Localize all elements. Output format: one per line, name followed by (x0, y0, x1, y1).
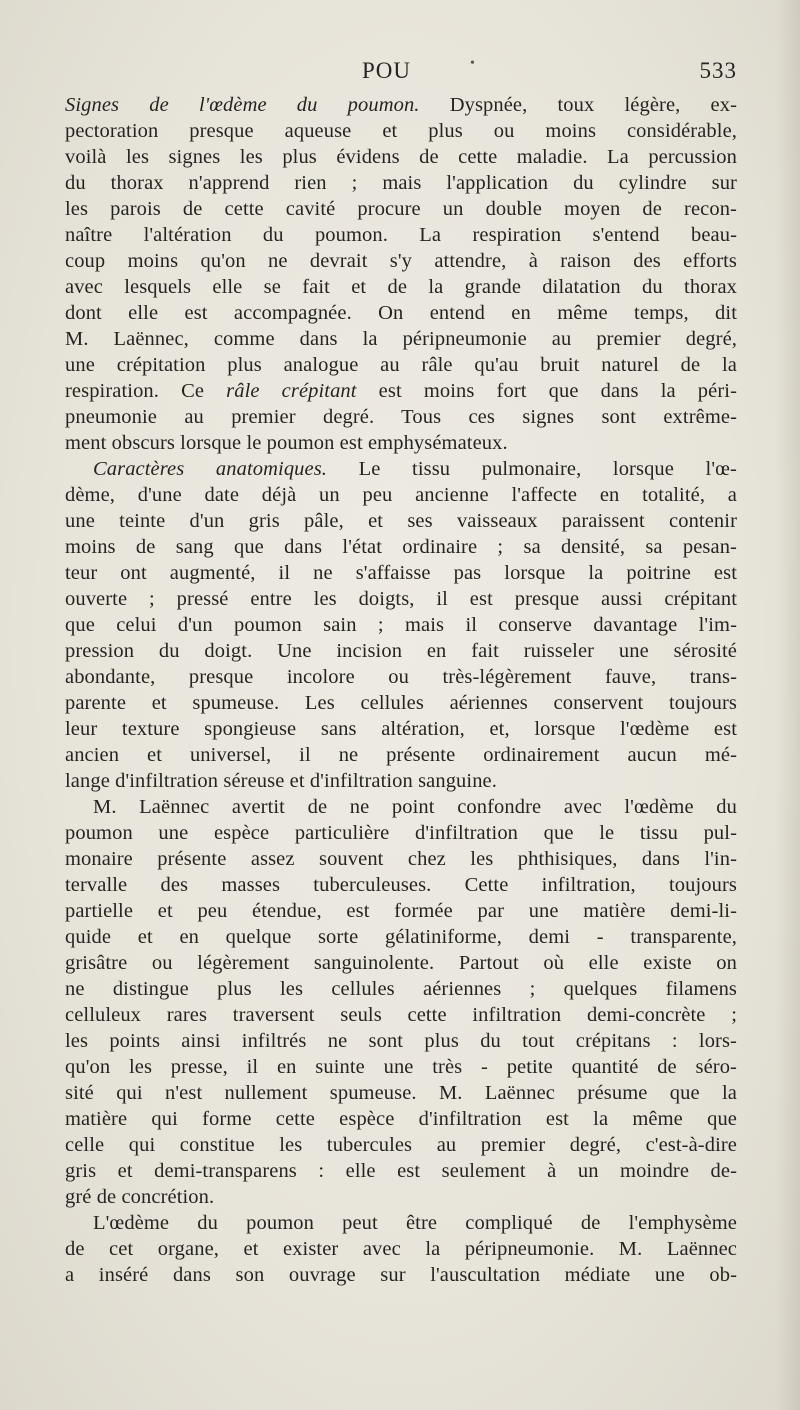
text-line (65, 456, 737, 482)
text-line (65, 1262, 737, 1288)
text-line (65, 612, 737, 638)
line-text: ne distingue plus les cellules aériennes ; quelques filamens (65, 978, 737, 1000)
text-line (65, 118, 737, 144)
line-text: teur ont augmenté, il ne s'affaisse pas lorsque la poitrine est (65, 562, 737, 584)
line-text: M. Laënnec, comme dans la péripneumonie au premier degré, (65, 328, 737, 350)
text-line (65, 170, 737, 196)
line-text: avec lesquels elle se fait et de la grande dilatation du thorax (65, 276, 737, 298)
line-text: de cet organe, et exister avec la péripneumonie. M. Laënnec (65, 1238, 737, 1260)
line-text: voilà les signes les plus évidens de cette maladie. La percussion (65, 146, 737, 168)
line-text: matière qui forme cette espèce d'infiltration est la même que (65, 1108, 737, 1130)
running-head (65, 58, 737, 92)
italic-heading: Caractères anatomiques. (93, 458, 328, 480)
text-line (65, 482, 737, 508)
line-text: gris et demi-transparens : elle est seulement à un moindre de- (65, 1160, 737, 1182)
paragraph (65, 92, 737, 456)
text-line (65, 1132, 737, 1158)
line-text: pneumonie au premier degré. Tous ces signes sont extrême- (65, 406, 737, 428)
text-line (65, 976, 737, 1002)
body-text (65, 92, 737, 1288)
line-text: une teinte d'un gris pâle, et ses vaisseaux paraissent contenir (65, 510, 737, 532)
text-line (65, 1210, 737, 1236)
text-line (65, 664, 737, 690)
text-line (65, 690, 737, 716)
text-line (65, 716, 737, 742)
line-text: leur texture spongieuse sans altération, et, lorsque l'œdème est (65, 718, 737, 740)
line-text: pectoration presque aqueuse et plus ou moins considérable, (65, 120, 737, 142)
line-text: ancien et universel, il ne présente ordinairement aucun mé- (65, 744, 737, 766)
text-line (65, 508, 737, 534)
text-line (65, 534, 737, 560)
line-text: ouverte ; pressé entre les doigts, il est presque aussi crépitant (65, 588, 737, 610)
line-text: respiration. Ce (65, 380, 227, 402)
text-line (65, 586, 737, 612)
line-text: que celui d'un poumon sain ; mais il conserve davantage l'im- (65, 614, 737, 636)
line-text: Le tissu pulmonaire, lorsque l'œ- (327, 458, 737, 480)
line-text: quide et en quelque sorte gélatiniforme, demi - transparente, (65, 926, 737, 948)
running-title: POU (362, 58, 412, 83)
text-line (65, 820, 737, 846)
text-line (65, 1002, 737, 1028)
text-line (65, 248, 737, 274)
text-line (65, 1158, 737, 1184)
line-text: grisâtre ou légèrement sanguinolente. Partout où elle existe on (65, 952, 737, 974)
line-text: lange d'infiltration séreuse et d'infiltration sanguine. (65, 770, 497, 792)
line-text: pression du doigt. Une incision en fait ruisseler une sérosité (65, 640, 737, 662)
line-text: naître l'altération du poumon. La respiration s'entend beau- (65, 224, 737, 246)
line-text: Dyspnée, toux légère, ex- (419, 94, 737, 116)
line-text: poumon une espèce particulière d'infiltration que le tissu pul- (65, 822, 737, 844)
line-text: sité qui n'est nullement spumeuse. M. Laënnec présume que la (65, 1082, 737, 1104)
line-text: du thorax n'apprend rien ; mais l'application du cylindre sur (65, 172, 737, 194)
text-line (65, 378, 737, 404)
text-line (65, 144, 737, 170)
paragraph (65, 456, 737, 794)
text-line (65, 326, 737, 352)
text-line (65, 1106, 737, 1132)
text-line (65, 898, 737, 924)
text-line (65, 1080, 737, 1106)
text-line (65, 560, 737, 586)
italic-heading: Signes de l'œdème du poumon. (65, 94, 420, 116)
text-line (65, 430, 737, 456)
line-text: partielle et peu étendue, est formée par une matière demi-li- (65, 900, 737, 922)
ornament-dot: • (470, 56, 476, 71)
line-text: L'œdème du poumon peut être compliqué de l'emphysème (93, 1212, 737, 1234)
text-line (65, 222, 737, 248)
text-line (65, 274, 737, 300)
line-text: a inséré dans son ouvrage sur l'auscultation médiate une ob- (65, 1264, 737, 1286)
text-line (65, 1236, 737, 1262)
line-text: qu'on les presse, il en suinte une très - petite quantité de séro- (65, 1056, 737, 1078)
text-line (65, 352, 737, 378)
paragraph (65, 794, 737, 1210)
line-text: dème, d'une date déjà un peu ancienne l'affecte en totalité, a (65, 484, 737, 506)
text-line (65, 1054, 737, 1080)
line-text: dont elle est accompagnée. On entend en même temps, dit (65, 302, 737, 324)
line-text: abondante, presque incolore ou très-légèrement fauve, trans- (65, 666, 737, 688)
italic-heading: râle crépitant (226, 380, 357, 402)
line-text: coup moins qu'on ne devrait s'y attendre, à raison des efforts (65, 250, 737, 272)
text-line (65, 300, 737, 326)
line-text: celle qui constitue les tubercules au premier degré, c'est-à-dire (65, 1134, 737, 1156)
line-text: gré de concrétion. (65, 1186, 215, 1208)
text-line (65, 638, 737, 664)
paragraph (65, 1210, 737, 1288)
line-text: celluleux rares traversent seuls cette infiltration demi-concrète ; (65, 1004, 737, 1026)
line-text: tervalle des masses tuberculeuses. Cette infiltration, toujours (65, 874, 737, 896)
text-line (65, 794, 737, 820)
text-line (65, 92, 737, 118)
line-text: M. Laënnec avertit de ne point confondre avec l'œdème du (93, 796, 737, 818)
line-text: les points ainsi infiltrés ne sont plus du tout crépitans : lors- (65, 1030, 737, 1052)
line-text: est moins fort que dans la péri- (356, 380, 737, 402)
line-text: les parois de cette cavité procure un double moyen de recon- (65, 198, 737, 220)
line-text: parente et spumeuse. Les cellules aériennes conservent toujours (65, 692, 737, 714)
text-line (65, 1028, 737, 1054)
text-line (65, 950, 737, 976)
text-line (65, 1184, 737, 1210)
page-number: 533 (699, 58, 737, 83)
text-line (65, 872, 737, 898)
text-line (65, 196, 737, 222)
text-line (65, 846, 737, 872)
line-text: ment obscurs lorsque le poumon est emphysémateux. (65, 432, 508, 454)
line-text: monaire présente assez souvent chez les phthisiques, dans l'in- (65, 848, 737, 870)
text-line (65, 768, 737, 794)
text-line (65, 742, 737, 768)
line-text: moins de sang que dans l'état ordinaire ; sa densité, sa pesan- (65, 536, 737, 558)
text-line (65, 404, 737, 430)
line-text: une crépitation plus analogue au râle qu'au bruit naturel de la (65, 354, 737, 376)
text-line (65, 924, 737, 950)
